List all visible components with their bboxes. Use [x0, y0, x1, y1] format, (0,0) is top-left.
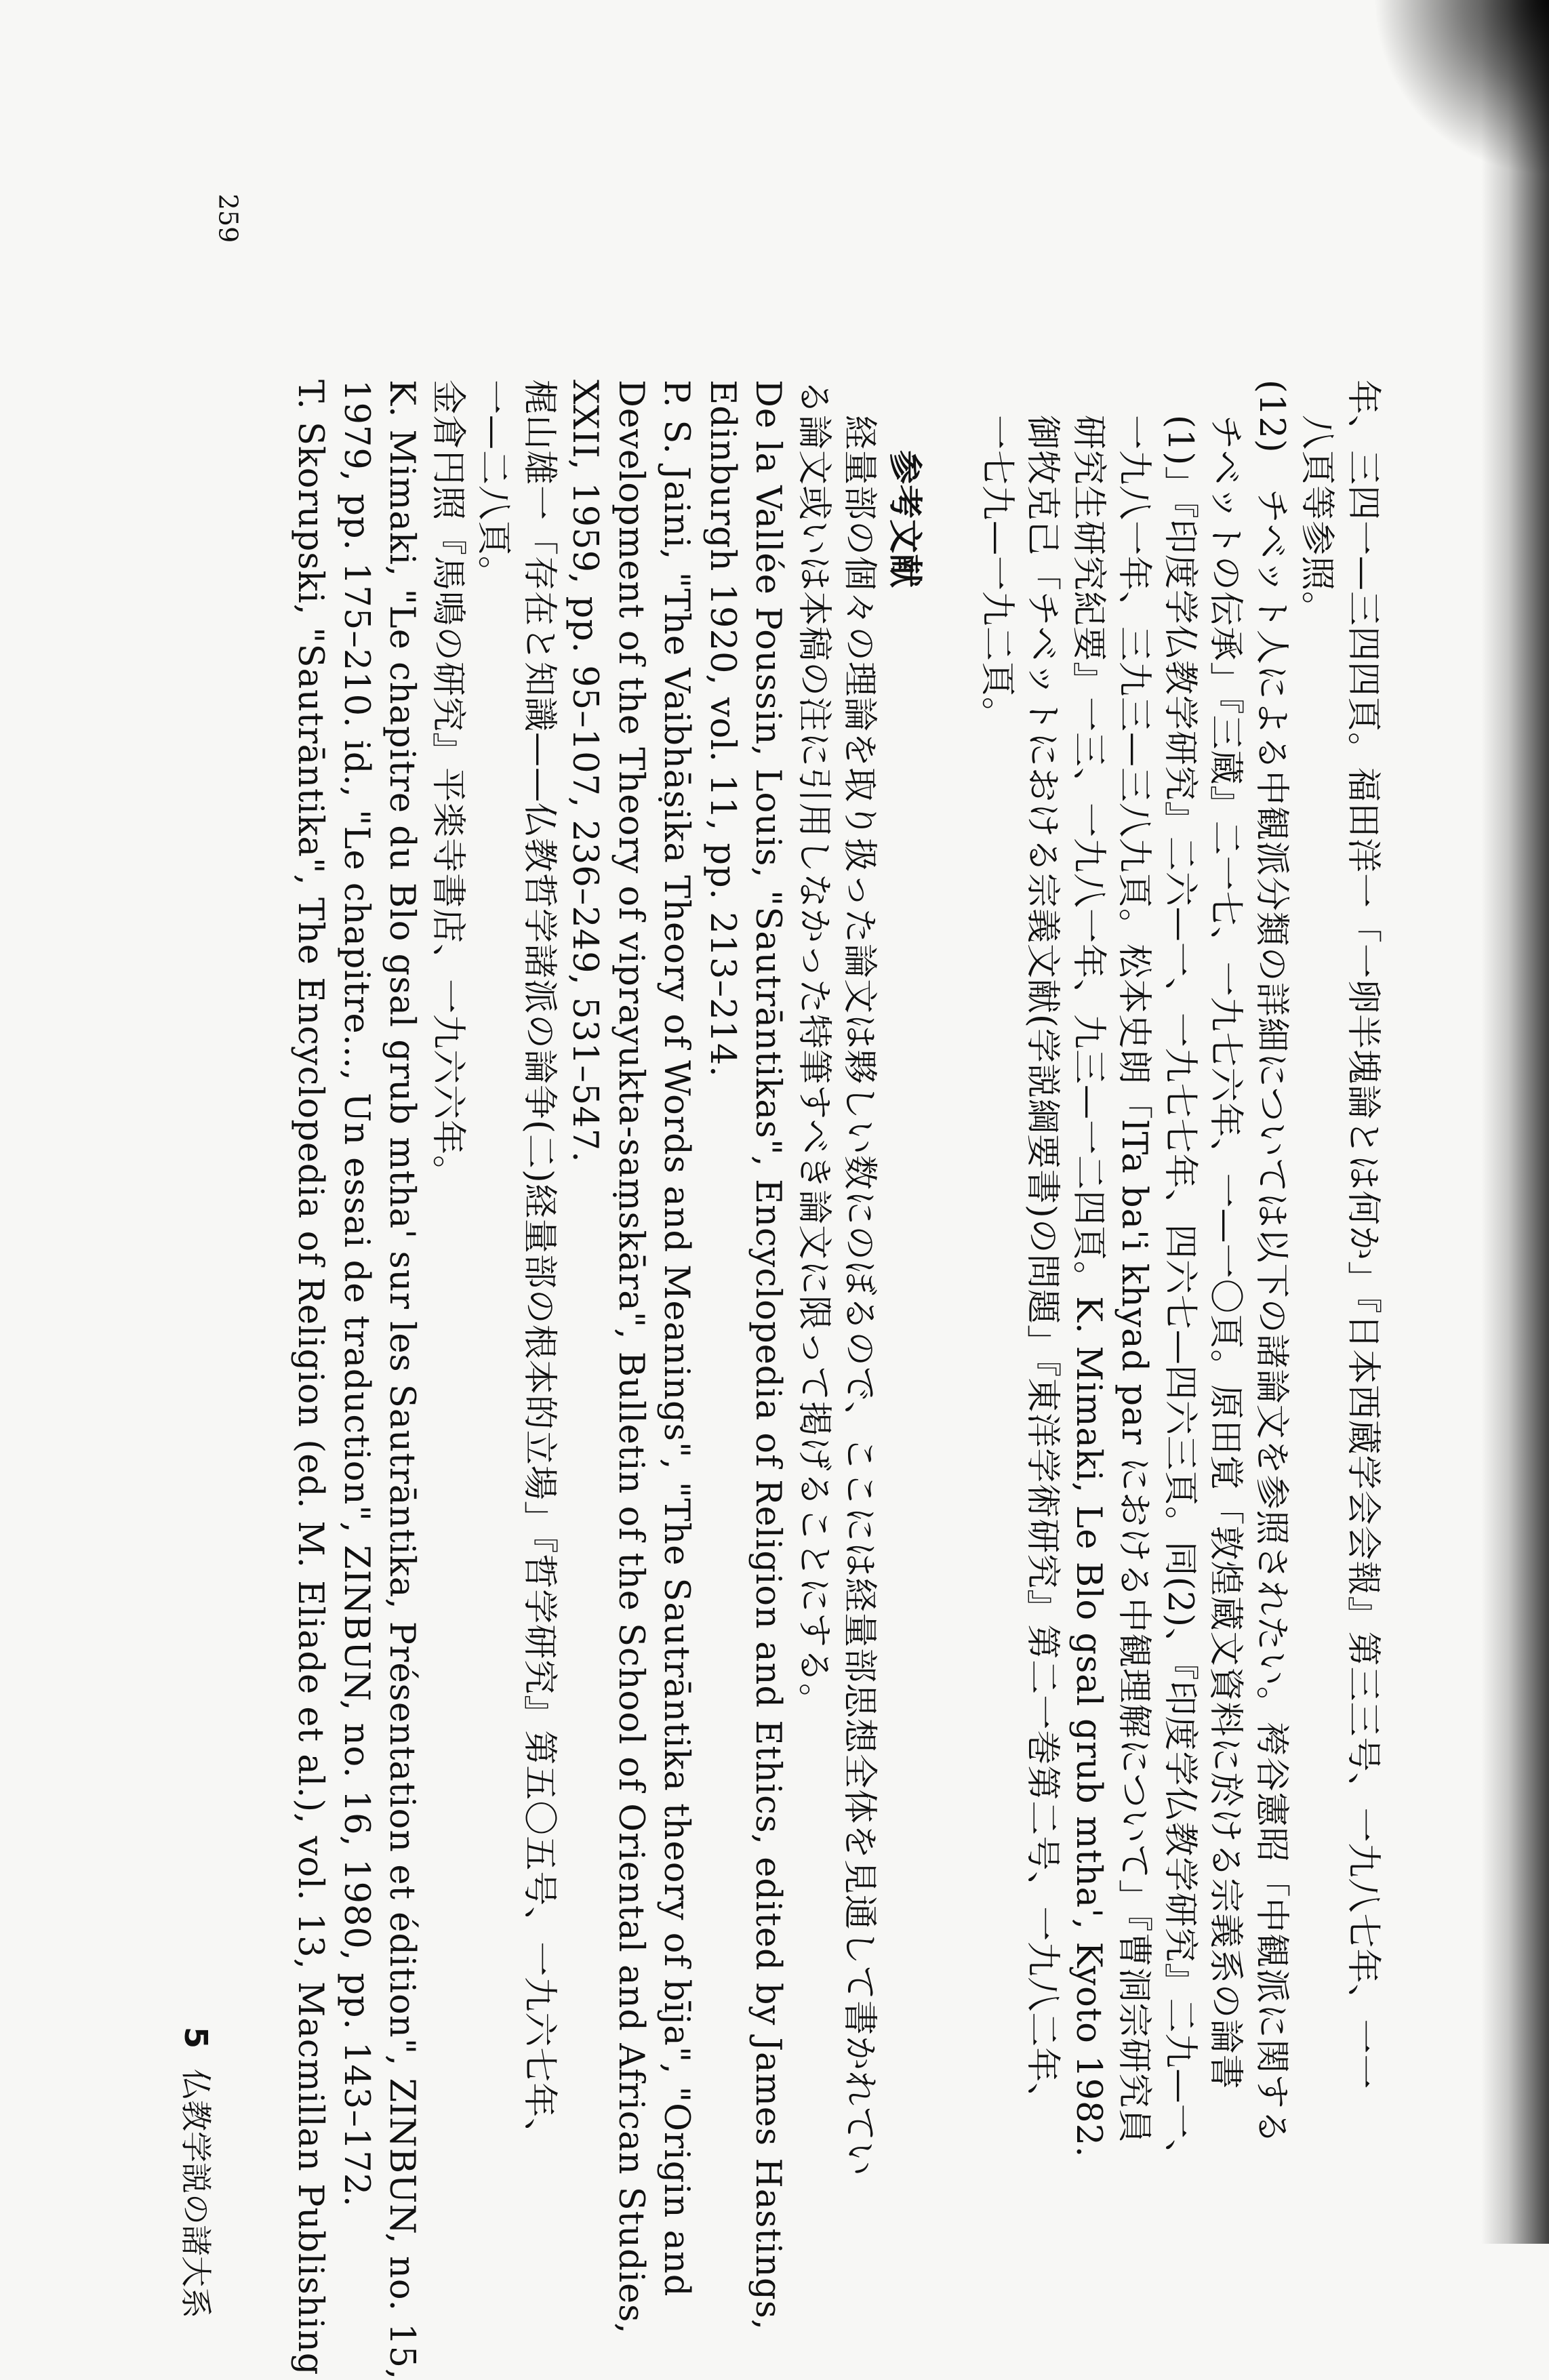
page-edge-shadow [1481, 0, 1549, 2244]
text-line: チベットの伝承」『三蔵』二一七、一九七六年、一—一〇頁。原田覚「敦煌蔵文資料に於ける宗義系の論書 [1205, 415, 1246, 2090]
chapter-number: 5 [178, 2027, 214, 2049]
text-line: 研究生研究紀要』一三、一九八一年、九三—一二四頁。K. Mimaki, Le Blo gsal grub mtha', Kyoto 1982. [1068, 415, 1108, 2158]
text-line: K. Mimaki, "Le chapitre du Blo gsal grub mtha' sur les Sautrāntika, Présentation et édition", ZINBUN, no. 15, [382, 380, 422, 2380]
chapter-title: 仏教学説の諸大系 [178, 2069, 214, 2319]
text-line: T. Skorupski, "Sautrāntika", The Encyclopedia of Religion (ed. M. Eliade et al.), vol. 13, Macmillan Publishing [290, 380, 331, 2376]
text-line: (12) チベット人による中観派分類の詳細については以下の諸論文を参照されたい。袴谷憲昭「中観派に関する [1251, 380, 1291, 2145]
text-line: 一—二八頁。 [473, 380, 514, 592]
page-number: 259 [213, 193, 243, 243]
text-line: Development of the Theory of viprayukta-saṃskāra", Bulletin of the School of Oriental and African Studies, [611, 380, 651, 2335]
text-line: る論文或いは本稿の注に引用しなかった特筆すべき論文に限って掲げることにする。 [794, 380, 834, 1718]
text-line: 金倉円照『馬鳴の研究』平楽寺書店、一九六六年。 [428, 380, 468, 1191]
text-line: 梶山雄一「存在と知識——仏教哲学諸派の論争(二)経量部の根本的立場」『哲学研究』第五〇五号、一九六七年、 [519, 380, 559, 2154]
text-line: 一九八一年、三九三—三八九頁。松本史朗「lTa ba'i khyad par における中観理解について」『曹洞宗研究員 [1114, 415, 1154, 2144]
running-footer [166, 2027, 220, 2319]
text-line: 1979, pp. 175–210. id., "Le chapitre…, Un essai de traduction", ZINBUN, no. 16, 1980, pp. 143–172. [336, 380, 376, 2208]
text-line: 御牧克己「チベットにおける宗義文献(学説綱要書)の問題」『東洋学術研究』第二一巻第二号、一九八二年、 [1022, 415, 1063, 2118]
text-line: XXII, 1959, pp. 95–107, 236–249, 531–547. [565, 380, 605, 1163]
text-line: (1)」『印度学仏教学研究』二六—一、一九七七年、四六七—四六三頁。同(2)、『印度学仏教学研究』二九—一、 [1160, 415, 1200, 2175]
text-line: 年、三四一—三四四頁。福田洋一「一卵半塊論とは何か」『日本西蔵学会会報』第三三号、一九八七年、一一 [1343, 380, 1383, 2090]
text-line: 一七九—一九二頁。 [977, 415, 1017, 733]
text-line: De la Vallée Poussin, Louis, "Sautrāntikas", Encyclopedia of Religion and Ethics, edited by James Hastings, [748, 380, 788, 2331]
text-line: P. S. Jaini, "The Vaibhāṣika Theory of Words and Meanings", "The Sautrāntika theory of bīja", "Origin and [656, 380, 697, 2297]
text-line: Edinburgh 1920, vol. 11, pp. 213–214. [702, 380, 742, 1078]
text-line: 経量部の個々の理論を取り扱った論文は夥しい数にのぼるので、ここには経量部思想全体を見通して書かれてい [839, 415, 880, 2177]
section-heading: 参考文献 [885, 450, 925, 588]
corner-shadow [1373, 0, 1549, 176]
text-line: 八頁等参照。 [1297, 415, 1337, 627]
